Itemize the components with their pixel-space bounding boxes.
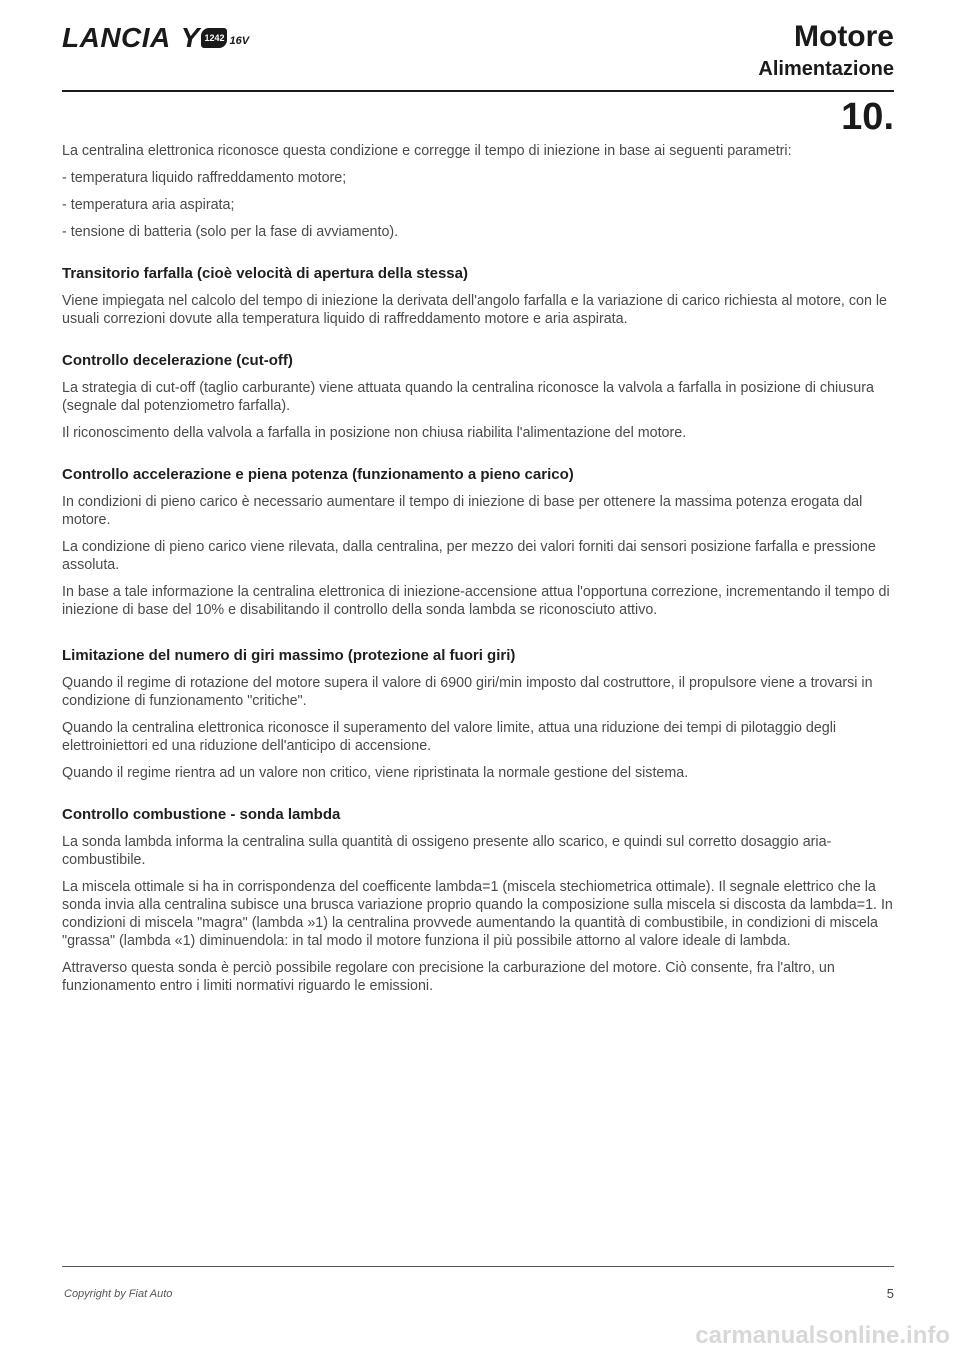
header-divider [62,90,894,92]
heading-transitorio-farfalla: Transitorio farfalla (cioè velocità di apertura della stessa) [62,265,468,282]
brand-model: Y [180,22,200,53]
paragraph: Il riconoscimento della valvola a farfalla in posizione non chiusa riabilita l'alimentazione del motore. [62,425,687,441]
brand-suffix: 16V [229,35,250,47]
paragraph: In base a tale informazione la centralina elettronica di iniezione-accensione attua l'opportuna correzione, incrementando il tempo di iniezione di base del 10% e disabilitando il controllo della sonda lambda se riconosciuto attivo. [62,584,890,618]
paragraph: La strategia di cut-off (taglio carburante) viene attuata quando la centralina riconosce la valvola a farfalla in posizione di chiusura (segnale dal potenziometro farfalla). [62,380,874,414]
paragraph: Quando la centralina elettronica riconosce il superamento del valore limite, attua una riduzione dei tempi di pilotaggio degli elettroiniettori ed una riduzione dell'anticipo di accensione. [62,720,837,754]
parameter-list [62,169,898,241]
list-item: - temperatura liquido raffreddamento motore; [62,170,347,186]
paragraph: Viene impiegata nel calcolo del tempo di iniezione la derivata dell'angolo farfalla e la variazione di carico richiesta al motore, con le usuali correzioni dovute alla temperatura liquido di raffreddamento motore e aria aspirata. [62,293,888,327]
copyright-notice: Copyright by Fiat Auto [64,1288,173,1300]
brand-name: LANCIA [62,22,171,53]
brand-logo [62,22,249,54]
page-content [62,142,898,1004]
paragraph: Quando il regime di rotazione del motore supera il valore di 6900 giri/min imposto dal costruttore, il propulsore viene a trovarsi in condizione di funzionamento "critiche". [62,675,873,709]
list-item: - temperatura aria aspirata; [62,197,235,213]
heading-controllo-decelerazione: Controllo decelerazione (cut-off) [62,352,293,369]
paragraph: In condizioni di pieno carico è necessario aumentare il tempo di iniezione di base per ottenere la massima potenza erogata dal motore. [62,494,863,528]
watermark: carmanualsonline.info [695,1322,950,1349]
footer-divider [62,1266,894,1267]
heading-controllo-combustione: Controllo combustione - sonda lambda [62,806,341,823]
chapter-number: 10. [841,96,894,138]
section-title: Motore [794,20,894,53]
paragraph: Quando il regime rientra ad un valore non critico, viene ripristinata la normale gestione del sistema. [62,765,689,781]
heading-limitazione-giri: Limitazione del numero di giri massimo (protezione al fuori giri) [62,647,516,664]
engine-badge: 1242 [201,28,227,48]
paragraph: La condizione di pieno carico viene rilevata, dalla centralina, per mezzo dei valori forniti dai sensori posizione farfalla e pressione assoluta. [62,539,876,573]
list-item: - tensione di batteria (solo per la fase di avviamento). [62,224,399,240]
paragraph: La sonda lambda informa la centralina sulla quantità di ossigeno presente allo scarico, e quindi sul corretto dosaggio aria-combustibile. [62,834,832,868]
paragraph: Attraverso questa sonda è perciò possibile regolare con precisione la carburazione del motore. Ciò consente, fra l'altro, un funzionamento entro i limiti normativi riguardo le emissioni. [62,960,835,994]
page-number: 5 [886,1286,894,1301]
subsection-title: Alimentazione [758,58,894,80]
intro-paragraph: La centralina elettronica riconosce questa condizione e corregge il tempo di iniezione in base ai seguenti parametri: [62,143,792,159]
paragraph: La miscela ottimale si ha in corrispondenza del coefficente lambda=1 (miscela stechiometrica ottimale). Il segnale elettrico che la sonda invia alla centralina subisce una brusca variazione proprio quando la composizione sulla miscela si discosta da lambda=1. In condizioni di miscela "magra" (lambda »1) la centralina provvede aumentando la quantità di combustibile, in condizioni di miscela "grassa" (lambda «1) diminuendola: in tal modo il motore funziona il più possibile attorno al valore ideale di lambda. [62,879,893,949]
heading-controllo-accelerazione: Controllo accelerazione e piena potenza (funzionamento a pieno carico) [62,466,574,483]
